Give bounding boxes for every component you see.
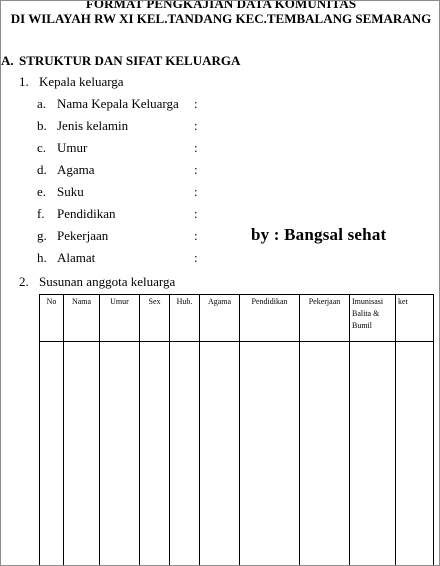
- field-label: Pekerjaan: [57, 228, 109, 243]
- field-colon: :: [194, 206, 198, 221]
- table-cell: [396, 342, 434, 566]
- field-label: Jenis kelamin: [57, 118, 129, 133]
- table-cell: [100, 342, 140, 566]
- field-colon: :: [194, 96, 198, 111]
- table-cell: [300, 342, 350, 566]
- column-header-sex: Sex: [140, 295, 170, 342]
- field-colon: :: [194, 118, 198, 133]
- item-2-title: Susunan anggota keluarga: [39, 274, 176, 289]
- field-letter: f.: [37, 206, 45, 221]
- item-2-heading: [19, 274, 175, 290]
- column-header-nama: Nama: [64, 295, 100, 342]
- field-pendidikan: [37, 206, 116, 222]
- field-nama-kepala-keluarga: [37, 96, 179, 112]
- field-letter: c.: [37, 140, 47, 155]
- table-header-row: [40, 295, 434, 342]
- column-header-ket: ket: [396, 295, 434, 342]
- item-1-title: Kepala keluarga: [39, 74, 124, 89]
- field-colon: :: [194, 140, 198, 155]
- column-header-no: No: [40, 295, 64, 342]
- document-title-line2: DI WILAYAH RW XI KEL.TANDANG KEC.TEMBALANG SEMARANG: [10, 11, 432, 26]
- table-cell: [350, 342, 396, 566]
- field-label: Pendidikan: [57, 206, 116, 221]
- field-colon: :: [194, 184, 198, 199]
- column-header-pendidikan: Pendidikan: [240, 295, 300, 342]
- field-label: Suku: [57, 184, 84, 199]
- field-letter: a.: [37, 96, 47, 111]
- field-colon: :: [194, 228, 198, 243]
- field-letter: g.: [37, 228, 47, 243]
- field-letter: d.: [37, 162, 47, 177]
- field-umur: [37, 140, 87, 156]
- field-pekerjaan: [37, 228, 108, 244]
- field-letter: b.: [37, 118, 47, 133]
- field-colon: :: [194, 162, 198, 177]
- field-letter: h.: [37, 250, 47, 265]
- table-cell: [40, 342, 64, 566]
- table-row: [40, 342, 434, 566]
- item-1-number: 1.: [19, 74, 29, 89]
- field-label: Nama Kepala Keluarga: [57, 96, 179, 111]
- section-a-heading: [1, 53, 240, 69]
- table-cell: [200, 342, 240, 566]
- table-cell: [64, 342, 100, 566]
- column-header-agama: Agama: [200, 295, 240, 342]
- document-title-line1: FORMAT PENGKAJIAN DATA KOMUNITAS: [85, 0, 357, 11]
- field-colon: :: [194, 250, 198, 265]
- section-a-title: STRUKTUR DAN SIFAT KELUARGA: [19, 53, 241, 68]
- field-jenis-kelamin: [37, 118, 128, 134]
- family-members-table: [39, 294, 434, 566]
- item-2-number: 2.: [19, 274, 29, 289]
- table-cell: [170, 342, 200, 566]
- column-header-imunisasi: Imunisasi Balita & Bumil: [350, 295, 396, 342]
- field-label: Agama: [57, 162, 95, 177]
- field-label: Umur: [57, 140, 88, 155]
- column-header-hub: Hub.: [170, 295, 200, 342]
- column-header-pekerjaan: Pekerjaan: [300, 295, 350, 342]
- field-letter: e.: [37, 184, 47, 199]
- field-agama: [37, 162, 95, 178]
- byline-text: by : Bangsal sehat: [251, 225, 387, 244]
- column-header-umur: Umur: [100, 295, 140, 342]
- section-a-marker: A.: [1, 53, 14, 68]
- table-cell: [140, 342, 170, 566]
- item-1-heading: [19, 74, 124, 90]
- field-alamat: [37, 250, 95, 266]
- field-suku: [37, 184, 84, 200]
- table-cell: [240, 342, 300, 566]
- field-label: Alamat: [57, 250, 96, 265]
